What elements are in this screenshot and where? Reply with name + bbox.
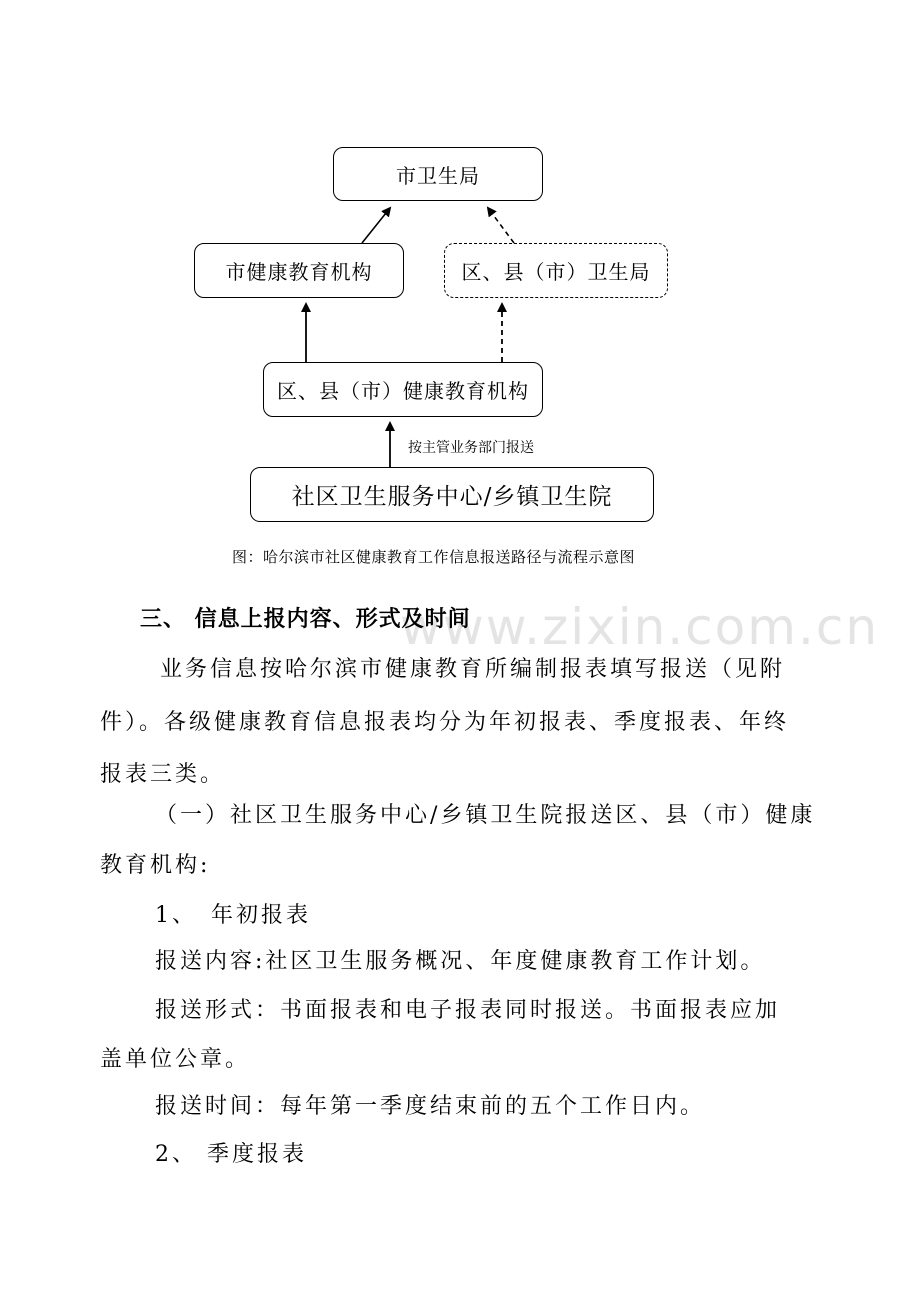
paragraph-line: 件）。各级健康教育信息报表均分为年初报表、季度报表、年终 [100,710,790,735]
flow-arrows [0,0,920,560]
arrow-district-bureau-to-bureau [488,208,514,243]
district-health-edu-label: 区、县（市）健康教育机构 [277,379,529,403]
paragraph-line: （一）社区卫生服务中心/乡镇卫生院报送区、县（市）健康 [155,803,816,828]
city-health-bureau-label: 市卫生局 [396,163,480,188]
diagram-caption: 图：哈尔滨市社区健康教育工作信息报送路径与流程示意图 [232,548,636,566]
paragraph-line: 报送形式：书面报表和电子报表同时报送。书面报表应加 [155,998,781,1023]
paragraph-line: 报送时间：每年第一季度结束前的五个工作日内。 [155,1094,706,1119]
district-health-bureau-label: 区、县（市）卫生局 [461,260,651,284]
paragraph-line: 业务信息按哈尔滨市健康教育所编制报表填写报送（见附 [160,657,786,682]
paragraph-line: 报表三类。 [100,762,226,787]
list-item: 1、 年初报表 [155,903,311,928]
city-health-edu-label: 市健康教育机构 [225,260,373,284]
community-center-label: 社区卫生服务中心/乡镇卫生院 [291,484,613,510]
report-note: 按主管业务部门报送 [408,440,534,456]
section-heading: 三、 信息上报内容、形式及时间 [140,607,471,632]
arrow-edu-to-bureau [362,208,390,243]
list-item: 2、 季度报表 [155,1142,307,1167]
paragraph-line: 教育机构: [100,853,211,878]
watermark: www.zixin.com.cn [400,598,880,656]
paragraph-line: 盖单位公章。 [100,1047,251,1072]
paragraph-line: 报送内容:社区卫生服务概况、年度健康教育工作计划。 [155,949,766,974]
